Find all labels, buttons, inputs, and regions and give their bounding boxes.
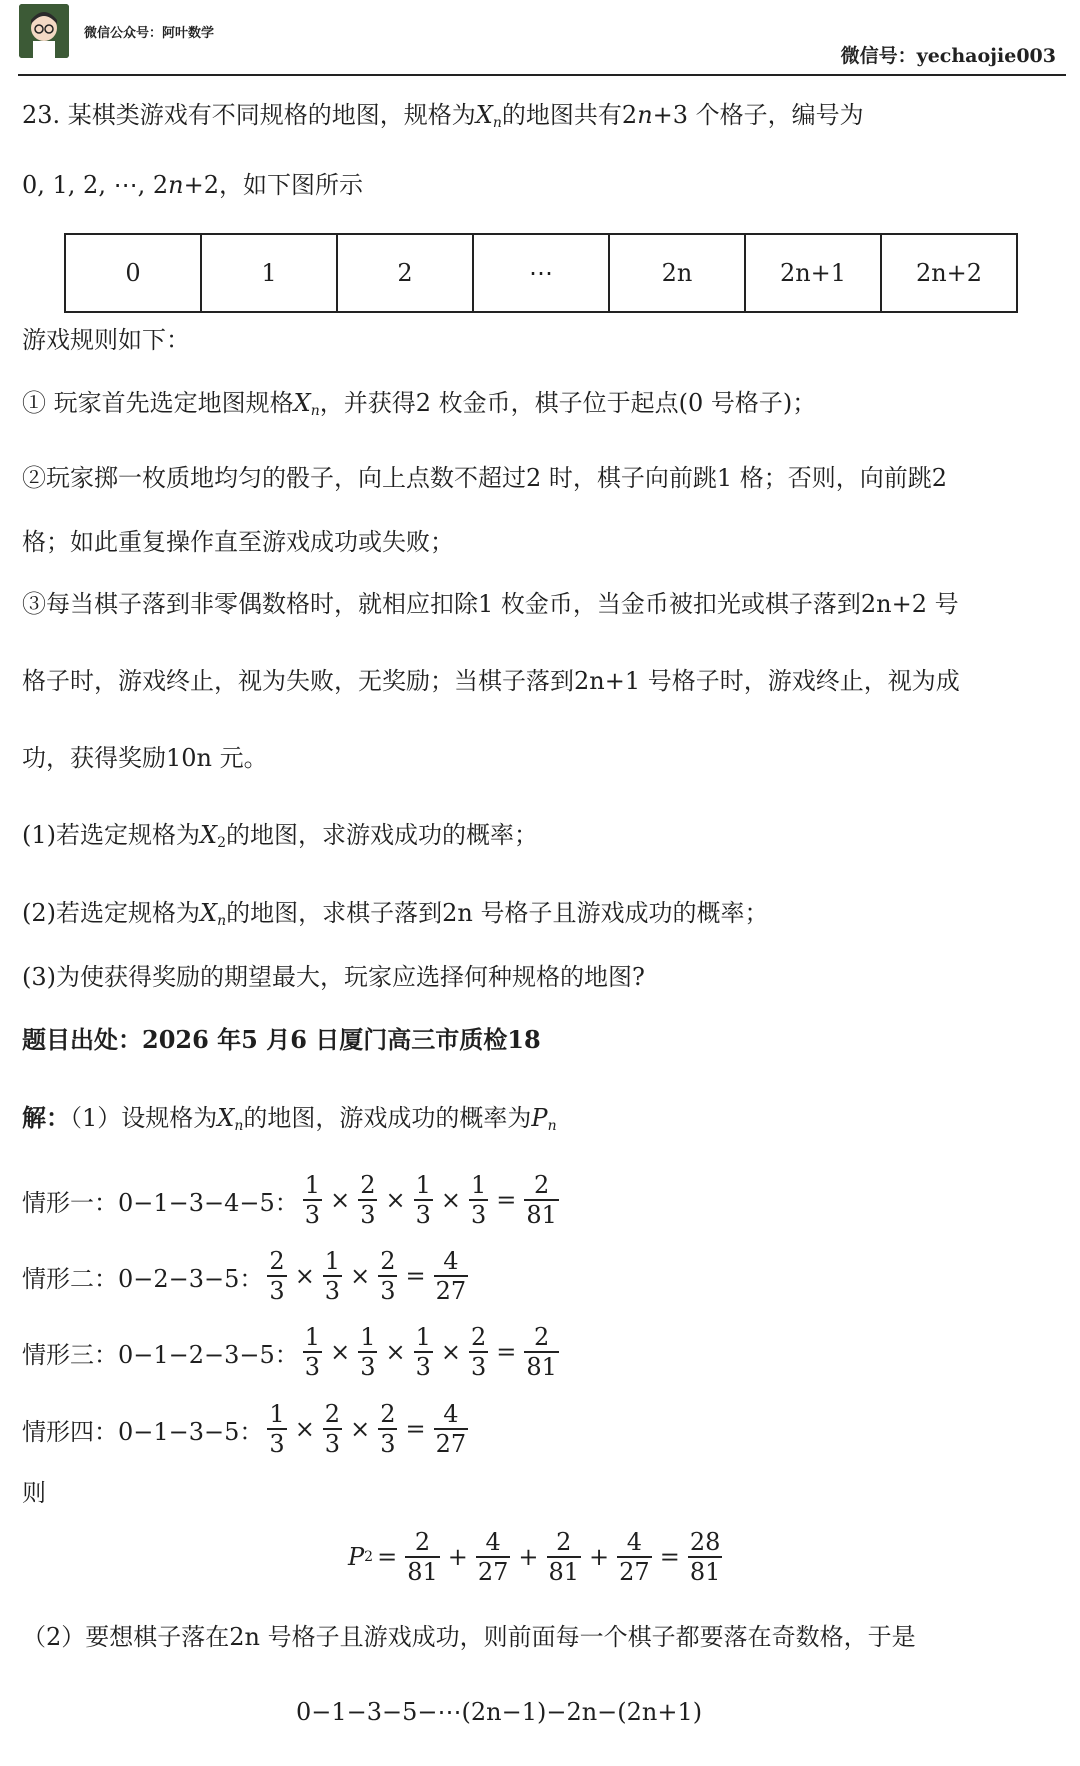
grid-cell: ⋯ bbox=[473, 234, 609, 312]
fraction bbox=[414, 1171, 433, 1229]
rule-3-line-1: ③每当棋子落到非零偶数格时，就相应扣除1 枚金币，当金币被扣光或棋子落到2n+2 号 bbox=[22, 590, 959, 618]
fraction-denominator: 3 bbox=[269, 1430, 285, 1458]
wechat-public-label: 微信公众号：阿叶数学 bbox=[84, 26, 215, 41]
fraction-denominator: 81 bbox=[407, 1558, 438, 1586]
operator: = bbox=[659, 1543, 680, 1571]
fraction-denominator: 3 bbox=[360, 1201, 376, 1229]
author-avatar bbox=[19, 4, 69, 58]
rules-title: 游戏规则如下： bbox=[22, 326, 190, 354]
operator: × bbox=[440, 1338, 461, 1366]
question-1: (1)若选定规格为$X_2$的地图，求游戏成功的概率； bbox=[22, 821, 539, 851]
operator: × bbox=[294, 1262, 315, 1290]
fraction-denominator: 3 bbox=[470, 1201, 487, 1229]
fraction bbox=[358, 1171, 377, 1229]
fraction-denominator: 81 bbox=[526, 1201, 557, 1229]
fraction-numerator: 1 bbox=[304, 1323, 321, 1351]
operator: + bbox=[589, 1543, 610, 1571]
problem-line-2: 0, 1, 2, ⋯, 2n+2，如下图所示 bbox=[22, 171, 363, 199]
operator: × bbox=[350, 1262, 371, 1290]
fraction-denominator: 27 bbox=[619, 1558, 650, 1586]
grid-cell: 1 bbox=[201, 234, 337, 312]
then-label: 则 bbox=[22, 1479, 46, 1507]
sum-equation bbox=[348, 1528, 726, 1586]
fraction bbox=[469, 1323, 488, 1381]
operator: × bbox=[385, 1338, 406, 1366]
fraction bbox=[524, 1171, 559, 1229]
operator: × bbox=[385, 1186, 406, 1214]
fraction bbox=[414, 1323, 433, 1381]
fraction-numerator: 2 bbox=[533, 1323, 550, 1351]
fraction-denominator: 3 bbox=[470, 1353, 487, 1381]
fraction-denominator: 3 bbox=[360, 1353, 376, 1381]
solution-intro: 解：（1）设规格为$X_n$的地图，游戏成功的概率为$P_n$ bbox=[22, 1103, 557, 1134]
fraction-numerator: 1 bbox=[470, 1171, 487, 1199]
operator: = bbox=[405, 1262, 426, 1290]
grid-cell: 2 bbox=[337, 234, 473, 312]
fraction-numerator: 1 bbox=[415, 1171, 431, 1199]
fraction-numerator: 28 bbox=[689, 1528, 721, 1556]
fraction bbox=[267, 1400, 286, 1458]
operator: = bbox=[496, 1186, 517, 1214]
rule-3-line-3: 功，获得奖励10n 元。 bbox=[22, 744, 268, 772]
fraction-denominator: 3 bbox=[304, 1201, 321, 1229]
probability-symbol: P bbox=[348, 1543, 365, 1571]
case-label: 情形一：0−1−3−4−5： bbox=[22, 1188, 299, 1217]
fraction bbox=[267, 1247, 286, 1305]
operator: + bbox=[447, 1543, 468, 1571]
operator: = bbox=[496, 1338, 517, 1366]
fraction bbox=[617, 1528, 652, 1586]
fraction-numerator: 2 bbox=[414, 1528, 431, 1556]
fraction bbox=[688, 1528, 723, 1586]
fraction bbox=[405, 1528, 440, 1586]
fraction-denominator: 3 bbox=[324, 1277, 341, 1305]
fraction-numerator: 2 bbox=[380, 1400, 396, 1428]
case-row bbox=[22, 1247, 472, 1305]
fraction-denominator: 3 bbox=[380, 1277, 396, 1305]
operator: = bbox=[405, 1415, 426, 1443]
fraction-numerator: 2 bbox=[533, 1171, 550, 1199]
operator: × bbox=[294, 1415, 315, 1443]
fraction-denominator: 3 bbox=[415, 1201, 431, 1229]
path-expression: 0−1−3−5−⋯(2n−1)−2n−(2n+1) bbox=[296, 1698, 703, 1726]
fraction-numerator: 1 bbox=[415, 1323, 431, 1351]
fraction-numerator: 4 bbox=[443, 1247, 459, 1275]
fraction-numerator: 4 bbox=[626, 1528, 643, 1556]
fraction-denominator: 81 bbox=[548, 1558, 580, 1586]
fraction-numerator: 2 bbox=[470, 1323, 487, 1351]
fraction-denominator: 81 bbox=[689, 1558, 721, 1586]
fraction bbox=[303, 1323, 322, 1381]
question-2: (2)若选定规格为$X_n$的地图，求棋子落到2n 号格子且游戏成功的概率； bbox=[22, 899, 769, 929]
fraction-numerator: 1 bbox=[360, 1323, 376, 1351]
grid-cell: 2n+1 bbox=[745, 234, 881, 312]
fraction bbox=[469, 1171, 488, 1229]
rule-3-line-2: 格子时，游戏终止，视为失败，无奖励；当棋子落到2n+1 号格子时，游戏终止，视为成 bbox=[22, 667, 960, 695]
problem-line-1: 23. 某棋类游戏有不同规格的地图，规格为$X_n$的地图共有2n+3 个格子，编号为 bbox=[22, 101, 864, 131]
case-label: 情形三：0−1−2−3−5： bbox=[22, 1340, 299, 1369]
case-row bbox=[22, 1171, 563, 1229]
fraction bbox=[547, 1528, 582, 1586]
fraction bbox=[378, 1247, 397, 1305]
part-2-text: （2）要想棋子落在2n 号格子且游戏成功，则前面每一个棋子都要落在奇数格，于是 bbox=[22, 1623, 916, 1651]
operator: + bbox=[518, 1543, 539, 1571]
fraction-numerator: 1 bbox=[269, 1400, 285, 1428]
rule-1: ① 玩家首先选定地图规格$X_n$，并获得2 枚金币，棋子位于起点(0 号格子)； bbox=[22, 389, 817, 419]
operator: × bbox=[330, 1186, 351, 1214]
fraction bbox=[476, 1528, 511, 1586]
problem-source: 题目出处：2026 年5 月6 日厦门高三市质检18 bbox=[22, 1025, 541, 1054]
wechat-id-label: 微信号：yechaojie003 bbox=[840, 45, 1056, 67]
case-row bbox=[22, 1400, 472, 1458]
fraction-denominator: 3 bbox=[324, 1430, 341, 1458]
fraction-numerator: 1 bbox=[304, 1171, 321, 1199]
operator: × bbox=[440, 1186, 461, 1214]
fraction-denominator: 3 bbox=[380, 1430, 396, 1458]
fraction-numerator: 2 bbox=[556, 1528, 572, 1556]
fraction-denominator: 3 bbox=[269, 1277, 285, 1305]
fraction bbox=[358, 1323, 377, 1381]
fraction-numerator: 4 bbox=[443, 1400, 459, 1428]
fraction-denominator: 27 bbox=[435, 1277, 467, 1305]
fraction-numerator: 2 bbox=[324, 1400, 341, 1428]
grid-cell: 0 bbox=[65, 234, 201, 312]
fraction-numerator: 1 bbox=[324, 1247, 341, 1275]
fraction-denominator: 3 bbox=[415, 1353, 431, 1381]
operator: × bbox=[350, 1415, 371, 1443]
probability-subscript: 2 bbox=[364, 1549, 374, 1565]
fraction bbox=[323, 1247, 342, 1305]
fraction bbox=[323, 1400, 342, 1458]
fraction-denominator: 27 bbox=[477, 1558, 509, 1586]
fraction-denominator: 27 bbox=[435, 1430, 467, 1458]
fraction-numerator: 2 bbox=[380, 1247, 396, 1275]
case-row bbox=[22, 1323, 563, 1381]
fraction-numerator: 2 bbox=[360, 1171, 376, 1199]
fraction-numerator: 4 bbox=[485, 1528, 501, 1556]
case-label: 情形二：0−2−3−5： bbox=[22, 1264, 264, 1293]
grid-cell: 2n bbox=[609, 234, 745, 312]
header-divider bbox=[18, 74, 1066, 76]
case-label: 情形四：0−1−3−5： bbox=[22, 1417, 264, 1446]
fraction-denominator: 81 bbox=[526, 1353, 557, 1381]
rule-2-line-1: ②玩家掷一枚质地均匀的骰子，向上点数不超过2 时，棋子向前跳1 格；否则，向前跳2 bbox=[22, 464, 948, 492]
rule-2-line-2: 格；如此重复操作直至游戏成功或失败； bbox=[22, 528, 454, 556]
fraction-numerator: 2 bbox=[269, 1247, 285, 1275]
operator: = bbox=[377, 1543, 398, 1571]
fraction bbox=[303, 1171, 322, 1229]
board-grid bbox=[64, 233, 1018, 313]
fraction bbox=[434, 1247, 469, 1305]
fraction-denominator: 3 bbox=[304, 1353, 321, 1381]
fraction bbox=[378, 1400, 397, 1458]
fraction bbox=[434, 1400, 469, 1458]
operator: × bbox=[330, 1338, 351, 1366]
fraction bbox=[524, 1323, 559, 1381]
grid-cell: 2n+2 bbox=[881, 234, 1017, 312]
question-3: (3)为使获得奖励的期望最大，玩家应选择何种规格的地图? bbox=[22, 963, 645, 991]
